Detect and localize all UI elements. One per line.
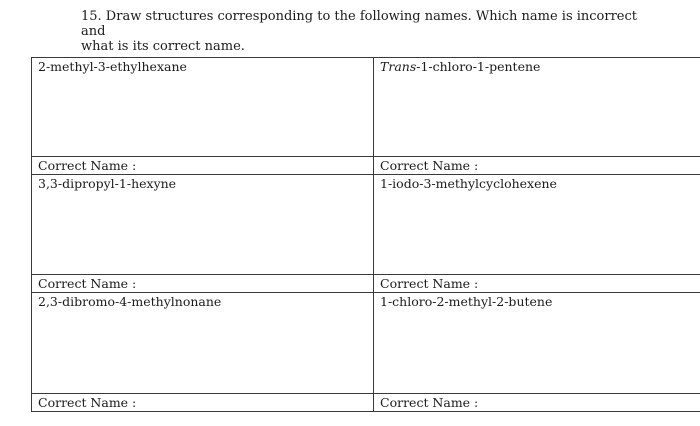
answer-table: [31, 57, 700, 412]
compound-name-rest: -1-chloro-1-pentene: [416, 59, 541, 74]
compound-name-cell: 1-chloro-2-methyl-2-butene: [380, 294, 553, 309]
question-line-1: 15. Draw structures corresponding to the following names. Which name is incorrect and: [81, 9, 638, 39]
row-divider: [31, 274, 700, 275]
correct-name-label: Correct Name :: [38, 158, 137, 173]
stereo-prefix: Trans: [380, 59, 417, 74]
question-prompt: [81, 9, 641, 54]
correct-name-label: Correct Name :: [380, 276, 479, 291]
row-divider: [31, 292, 700, 293]
correct-name-label: Correct Name :: [38, 276, 137, 291]
compound-name-cell: 2-methyl-3-ethylhexane: [38, 59, 187, 74]
correct-name-label: Correct Name :: [38, 395, 137, 410]
column-divider: [373, 57, 374, 412]
question-line-2: what is its correct name.: [81, 39, 245, 54]
row-divider: [31, 393, 700, 394]
compound-name-cell: 3,3-dipropyl-1-hexyne: [38, 176, 177, 191]
compound-name-cell: 2,3-dibromo-4-methylnonane: [38, 294, 222, 309]
table-border-top: [31, 57, 700, 58]
row-divider: [31, 174, 700, 175]
row-divider: [31, 156, 700, 157]
compound-name-cell: 1-iodo-3-methylcyclohexene: [380, 176, 557, 191]
compound-name-cell: [380, 60, 540, 74]
correct-name-label: Correct Name :: [380, 158, 479, 173]
correct-name-label: Correct Name :: [380, 395, 479, 410]
table-border-left: [31, 57, 32, 412]
table-border-bottom: [31, 411, 700, 412]
